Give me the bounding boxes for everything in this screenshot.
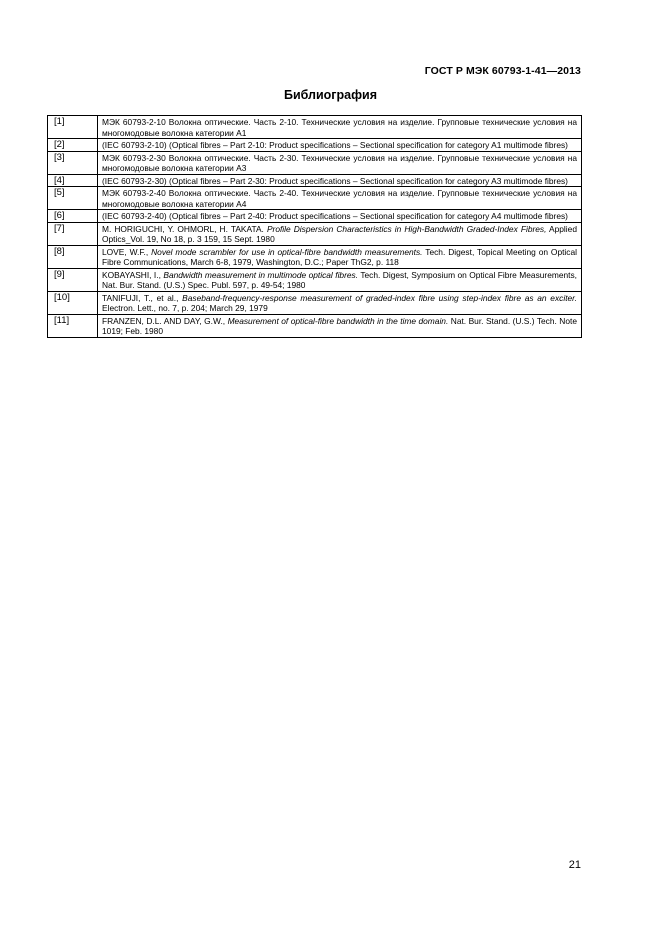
reference-segment: FRANZEN, D.L. AND DAY, G.W.,: [102, 315, 228, 326]
reference-segment: Nat. Bur. Stand. (U.S.) Tech. Note 1019; Feb. 1980: [102, 315, 577, 336]
reference-segment: M. HORIGUCHI, Y. OHMORL, H. TAKATA.: [102, 223, 267, 234]
reference-number: [5]: [48, 187, 98, 210]
reference-text: [98, 268, 582, 291]
reference-title: Profile Dispersion Characteristics in High-Bandwidth Graded-Index Fibres,: [266, 223, 547, 234]
reference-title: Bandwidth measurement in multimode optical fibres.: [163, 269, 359, 280]
reference-title: Measurement of optical-fibre bandwidth in the time domain.: [227, 315, 449, 326]
bibliography-row: [48, 314, 582, 337]
reference-text: [98, 210, 582, 223]
reference-text: [98, 139, 582, 152]
reference-segment: Tech. Digest, Symposium on Optical Fibre Measurements, Nat. Bur. Stand. (U.S.) Spec. Publ. 597, p. 49-54; 1980: [102, 269, 577, 290]
bibliography-row: [48, 139, 582, 152]
reference-segment: LOVE, W.F.,: [102, 246, 152, 257]
bibliography-row: [48, 291, 582, 314]
reference-number: [9]: [48, 268, 98, 291]
reference-number: [3]: [48, 151, 98, 174]
reference-title: Baseband-frequency-response measurement of graded-index fibre using step-index fibre as an exciter.: [182, 292, 577, 303]
reference-text: [98, 314, 582, 337]
bibliography-row: [48, 245, 582, 268]
reference-number: [2]: [48, 139, 98, 152]
reference-segment: Tech. Digest, Topical Meeting on Optical Fibre Communications, March 6-8, 1979, Washington, D.C.; Paper ThG2, p. 118: [102, 246, 578, 267]
reference-number: [8]: [48, 245, 98, 268]
reference-number: [7]: [48, 222, 98, 245]
reference-title: Novel mode scrambler for use in optical-fibre bandwidth measurements.: [151, 246, 423, 257]
bibliography-row: [48, 151, 582, 174]
reference-text: [98, 245, 582, 268]
reference-number: [11]: [48, 314, 98, 337]
reference-segment: Electron. Lett., no. 7, p. 204; March 29, 1979: [102, 303, 268, 313]
reference-segment: (IEC 60793-2-40) (Optical fibres – Part 2-40: Product specifications – Sectional specification for category A4 multimode fibres): [102, 211, 568, 221]
bibliography-row: [48, 268, 582, 291]
reference-segment: (IEC 60793-2-30) (Optical fibres – Part 2-30: Product specifications – Sectional specification for category A3 multimode fibres): [102, 175, 568, 186]
standard-code-header: ГОСТ Р МЭК 60793-1-41—2013: [424, 65, 581, 77]
bibliography-body: [48, 116, 582, 338]
bibliography-row: [48, 174, 582, 187]
reference-text: [98, 187, 582, 210]
bibliography-row: [48, 210, 582, 223]
reference-number: [10]: [48, 291, 98, 314]
reference-segment: МЭК 60793-2-10 Волокна оптические. Часть 2-10. Технические условия на изделие. Групповые технические условия на многомодовые волокна категории А1: [102, 117, 577, 138]
reference-text: [98, 174, 582, 187]
bibliography-row: [48, 222, 582, 245]
bibliography-row: [48, 116, 582, 139]
reference-segment: (IEC 60793-2-10) (Optical fibres – Part 2-10: Product specifications – Sectional specification for category A1 multimode fibres): [102, 140, 568, 150]
reference-text: [98, 291, 582, 314]
reference-text: [98, 151, 582, 174]
reference-number: [1]: [48, 116, 98, 139]
page-number: 21: [568, 859, 581, 871]
reference-segment: Applied Optics_Vol. 19, No 18, p. 3 159, 15 Sept. 1980: [102, 223, 577, 244]
bibliography-row: [48, 187, 582, 210]
reference-text: [98, 222, 582, 245]
bibliography-table: [47, 115, 582, 338]
reference-segment: МЭК 60793-2-40 Волокна оптические. Часть 2-40. Технические условия на изделие. Групповые технические условия на многомодовые волокна категории А4: [102, 188, 577, 209]
reference-segment: TANIFUJI, T., et al.,: [102, 292, 183, 303]
reference-segment: МЭК 60793-2-30 Волокна оптические. Часть 2-30. Технические условия на изделие. Групповые технические условия на многомодовые волокна категории А3: [102, 152, 577, 173]
page-title: Библиография: [283, 88, 378, 102]
reference-segment: KOBAYASHI, I.,: [102, 269, 164, 280]
reference-number: [6]: [48, 210, 98, 223]
reference-number: [4]: [48, 174, 98, 187]
reference-text: [98, 116, 582, 139]
